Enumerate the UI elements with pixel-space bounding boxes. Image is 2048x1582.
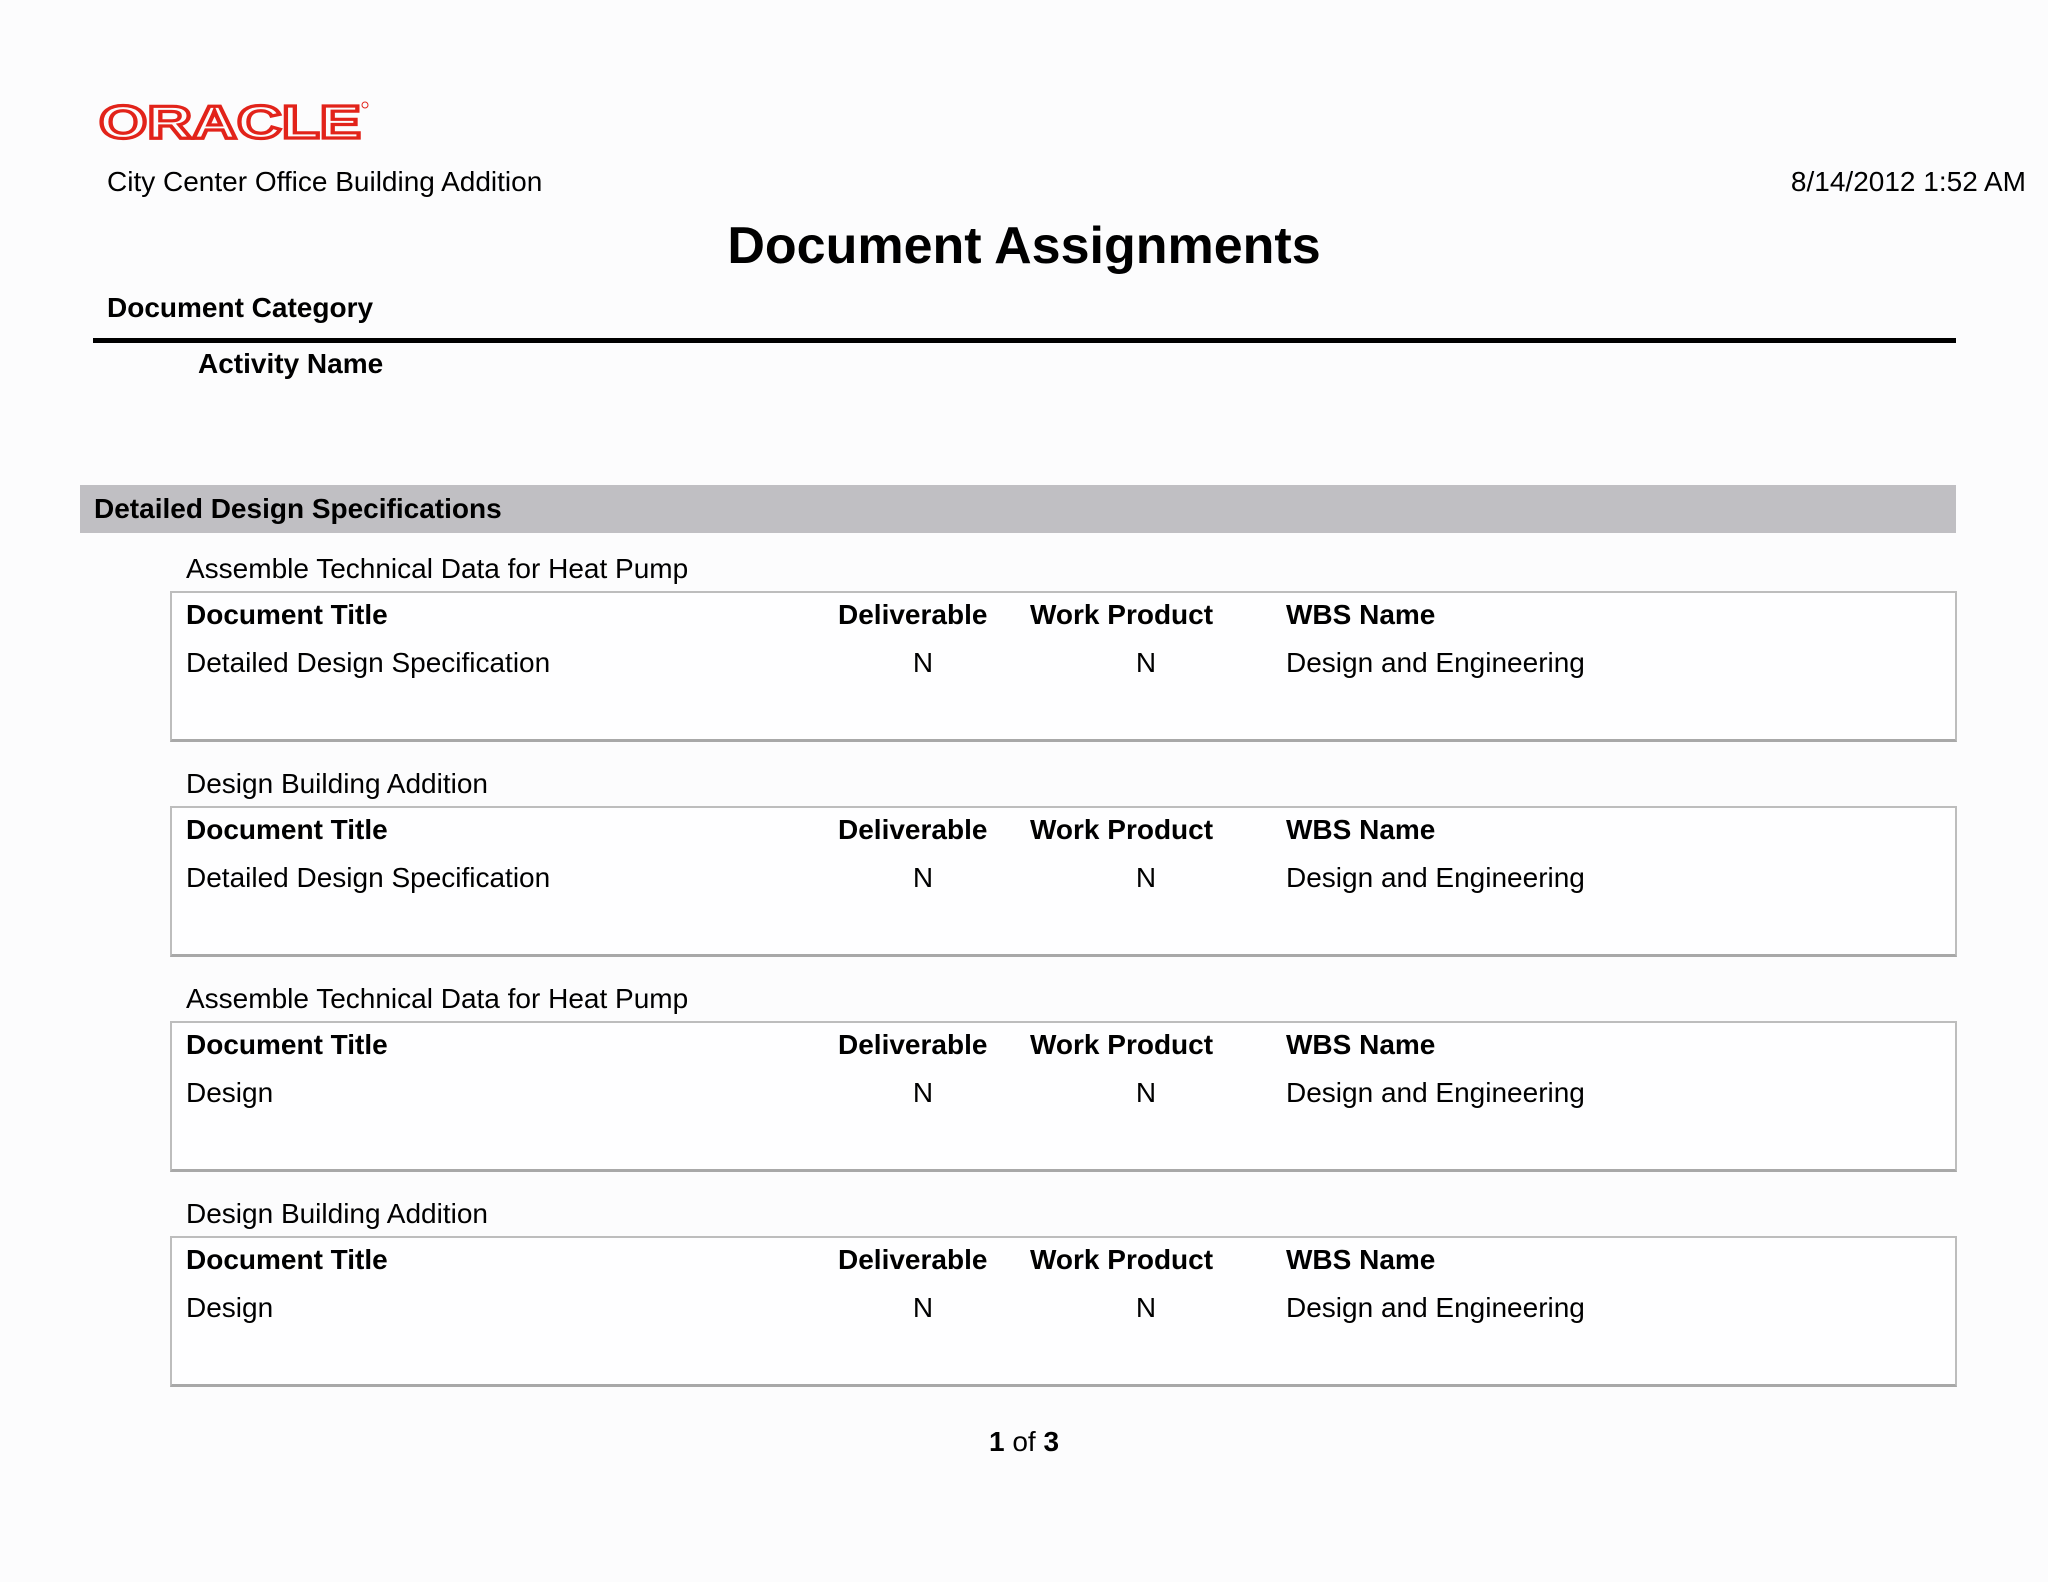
report-timestamp: 8/14/2012 1:52 AM (1790, 166, 2026, 197)
group-header-document-category: Document Category (107, 292, 374, 323)
col-header-work-product: Work Product (1030, 814, 1214, 845)
wbs-name-value: Design and Engineering (1286, 862, 1585, 893)
activity-name: Assemble Technical Data for Heat Pump (186, 553, 689, 584)
work-product-value: N (1135, 1292, 1157, 1323)
col-header-document-title: Document Title (186, 814, 388, 845)
page-total: 3 (1043, 1426, 1060, 1457)
wbs-name-value: Design and Engineering (1286, 1292, 1585, 1323)
work-product-value: N (1135, 862, 1157, 893)
assignment-table (170, 806, 1957, 957)
page-indicator (0, 1424, 2048, 1460)
wbs-name-value: Design and Engineering (1286, 647, 1585, 678)
work-product-value: N (1135, 647, 1157, 678)
page-current: 1 (988, 1426, 1005, 1457)
col-header-wbs-name: WBS Name (1286, 1029, 1436, 1060)
wbs-name-value: Design and Engineering (1286, 1077, 1585, 1108)
col-header-deliverable: Deliverable (838, 599, 988, 630)
col-header-work-product: Work Product (1030, 1244, 1214, 1275)
project-name: City Center Office Building Addition (107, 166, 543, 197)
col-header-deliverable: Deliverable (838, 1029, 988, 1060)
work-product-value: N (1135, 1077, 1157, 1108)
deliverable-value: N (912, 1077, 934, 1108)
document-title-value: Design (186, 1077, 274, 1108)
col-header-wbs-name: WBS Name (1286, 814, 1436, 845)
assignment-table (170, 1236, 1957, 1387)
oracle-logo (99, 100, 369, 144)
document-title-value: Detailed Design Specification (186, 647, 551, 678)
col-header-work-product: Work Product (1030, 1029, 1214, 1060)
category-name: Detailed Design Specifications (94, 493, 502, 524)
col-header-wbs-name: WBS Name (1286, 1244, 1436, 1275)
col-header-deliverable: Deliverable (838, 1244, 988, 1275)
activity-name: Assemble Technical Data for Heat Pump (186, 983, 689, 1014)
col-header-deliverable: Deliverable (838, 814, 988, 845)
col-header-document-title: Document Title (186, 599, 388, 630)
report-title: Document Assignments (727, 217, 1321, 275)
col-header-work-product: Work Product (1030, 599, 1214, 630)
subgroup-header-activity-name: Activity Name (198, 348, 384, 379)
deliverable-value: N (912, 647, 934, 678)
col-header-wbs-name: WBS Name (1286, 599, 1436, 630)
header-divider (93, 338, 1956, 343)
activity-name: Design Building Addition (186, 768, 488, 799)
deliverable-value: N (912, 1292, 934, 1323)
col-header-document-title: Document Title (186, 1029, 388, 1060)
assignment-table (170, 1021, 1957, 1172)
oracle-logo-text: ORACLE (99, 100, 361, 144)
category-band (80, 485, 1956, 533)
page-of-label: of (1012, 1426, 1036, 1457)
assignment-table (170, 591, 1957, 742)
deliverable-value: N (912, 862, 934, 893)
registered-mark-icon (362, 102, 368, 108)
activity-name: Design Building Addition (186, 1198, 488, 1229)
col-header-document-title: Document Title (186, 1244, 388, 1275)
document-title-value: Design (186, 1292, 274, 1323)
document-title-value: Detailed Design Specification (186, 862, 551, 893)
